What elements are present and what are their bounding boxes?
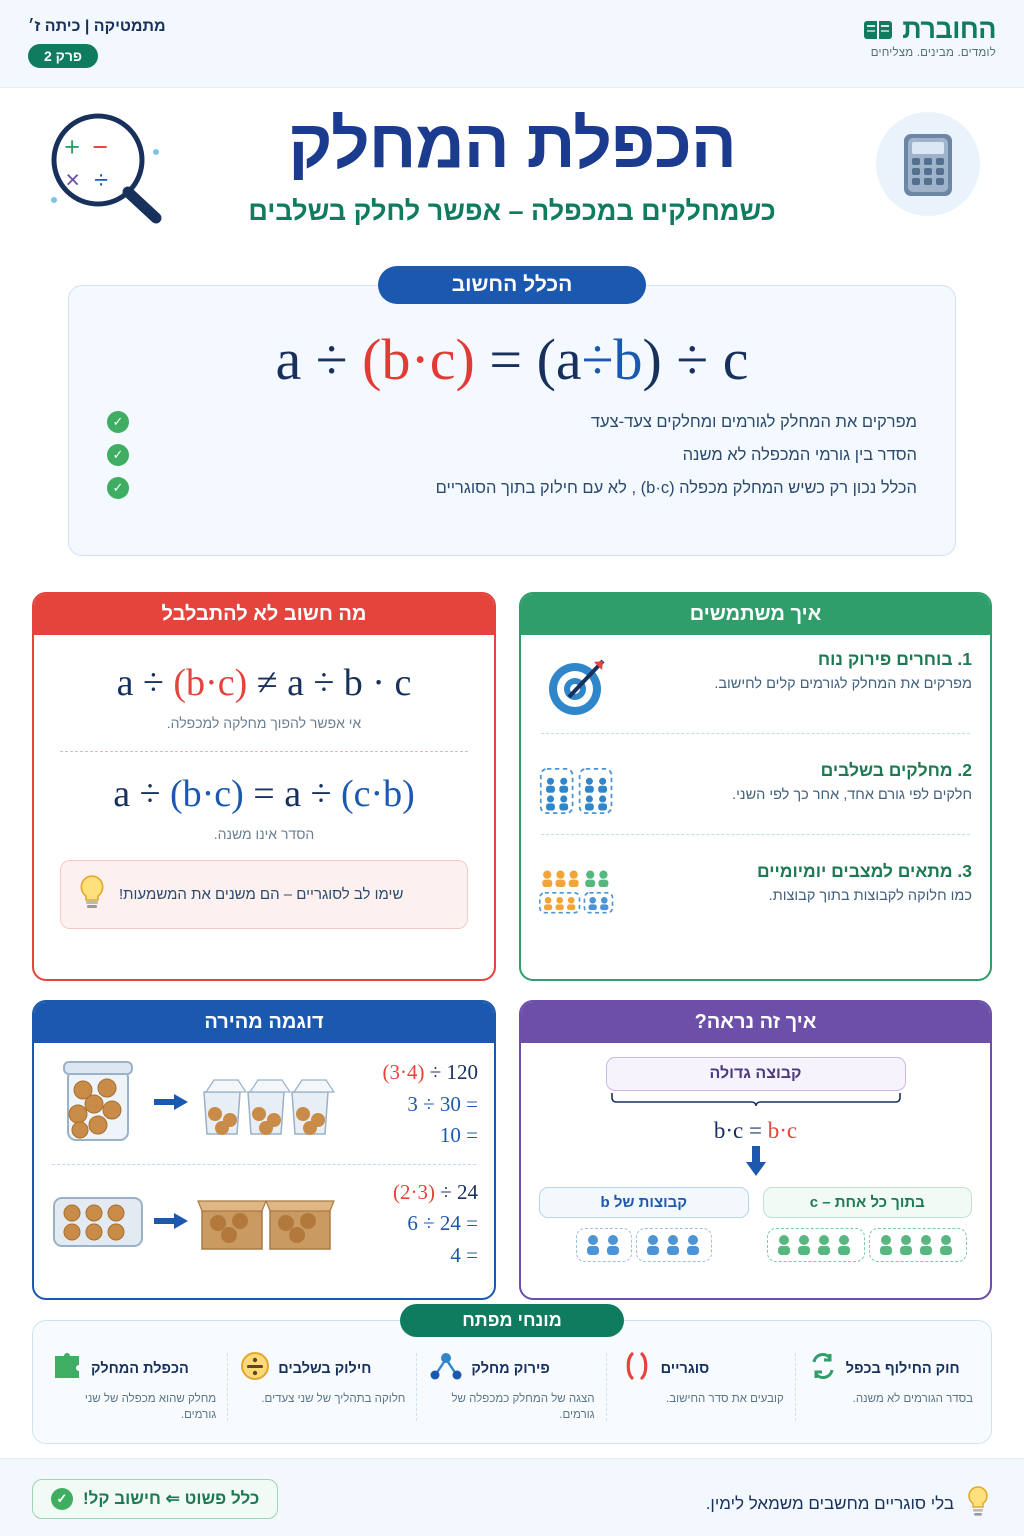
howto-card-header: איך משתמשים <box>521 594 990 635</box>
rule-bullet <box>107 477 917 499</box>
arrow-icon <box>154 1212 188 1235</box>
example-expr-a: 120 ÷ <box>424 1060 478 1084</box>
warning-equation-2: a ÷ (b·c) = a ÷ (c·b) <box>113 773 415 815</box>
howto-item-body: כמו חלוקה לקבוצות בתוך קבוצות. <box>768 888 972 904</box>
formula-c: c <box>429 327 456 392</box>
howto-item-title: 2. מחלקים בשלבים <box>820 760 972 780</box>
howto-item <box>521 847 990 923</box>
example-card-header: דוגמה מהירה <box>34 1002 494 1043</box>
howto-item-title: 1. בוחרים פירוק נוח <box>817 649 972 669</box>
warning-tip-text: שימו לב לסוגריים – הם משנים את המשמעות! <box>119 885 404 903</box>
brace-icon <box>521 1091 990 1112</box>
visual-card <box>519 1000 992 1300</box>
example-row <box>34 1043 494 1152</box>
rule-bullet <box>107 411 917 433</box>
warning-card <box>32 592 496 981</box>
main-formula <box>69 326 955 393</box>
people-group-green <box>767 1228 865 1262</box>
key-term-body: מחלק שהוא מכפלה של שני גורמים. <box>84 1393 217 1422</box>
key-term-title: סוגריים <box>660 1360 710 1377</box>
lightbulb-icon <box>964 1485 992 1522</box>
rule-bullet-text: מפרקים את המחלק לגורמים ומחלקים צעד-צעד <box>590 412 917 431</box>
footer-pill-text: כלל פשוט ⇐ חישוב קל! <box>83 1489 260 1508</box>
magnifier-operations-icon <box>40 108 170 233</box>
key-term-body: חלוקה בתהליך של שני צעדים. <box>261 1393 406 1405</box>
footer-note <box>706 1485 992 1522</box>
key-terms-row <box>33 1337 991 1423</box>
footer <box>0 1458 1024 1536</box>
formula-b2: b <box>613 327 643 392</box>
visual-subgroups <box>521 1181 990 1262</box>
big-group-pill: קבוצה גדולה <box>606 1057 906 1091</box>
example-result: = 4 <box>450 1242 478 1267</box>
example-expr-a: 24 ÷ <box>434 1179 478 1204</box>
visual-right-pill: בתוך כל אחת – c <box>763 1187 973 1218</box>
key-term <box>607 1351 796 1423</box>
formula-close2: ) <box>642 327 662 392</box>
example-step2: = 24 ÷ 6 <box>407 1211 478 1235</box>
key-term-title: פירוק מחלק <box>471 1360 550 1377</box>
visual-left-pill: קבוצות של b <box>539 1187 749 1218</box>
check-icon: ✓ <box>107 444 129 466</box>
visual-eq-left: b·c = <box>713 1118 768 1143</box>
chapter-badge: פרק 2 <box>28 44 98 68</box>
formula-a2: a <box>555 327 582 392</box>
key-terms-header: מונחי מפתח <box>400 1304 624 1337</box>
key-term-title: הכפלת המחלק <box>90 1360 189 1377</box>
example-result: = 10 <box>439 1123 478 1147</box>
formula-div2: ÷ <box>581 327 614 392</box>
formula-open2: ( <box>536 327 556 392</box>
svg-text:×: × <box>65 166 80 194</box>
howto-item-body: מפרקים את המחלק לגורמים קלים לחישוב. <box>714 676 972 692</box>
example-card <box>32 1000 496 1300</box>
brand-tagline: לומדים. מבינים. מצליחים <box>870 47 996 59</box>
visual-eq-right: b·c <box>767 1118 798 1143</box>
cookie-boxes-icon <box>196 1185 336 1262</box>
warning-tip-box <box>60 860 468 929</box>
example-math <box>346 1177 478 1272</box>
rule-bullet-text: הכלל נכון רק כשיש המחלק מכפלה (b·c) , לא עם חילוק בתוך הסוגריים <box>435 478 917 497</box>
example-expr-b: (3·2) <box>392 1179 435 1204</box>
course-label: מתמטיקה | כיתה ז׳ <box>28 18 166 35</box>
rule-bullet-text: הסדר בין גורמי המכפלה לא משנה <box>682 445 917 464</box>
key-terms-card <box>32 1310 992 1444</box>
down-arrow-icon <box>521 1146 990 1181</box>
rule-card-header: הכלל החשוב <box>378 266 646 304</box>
key-term <box>796 1351 985 1423</box>
warning-equation-1: a ÷ (b·c) ≠ a ÷ b · c <box>116 662 412 704</box>
formula-c2: c <box>722 327 749 392</box>
rule-card <box>68 273 956 556</box>
check-icon: ✓ <box>51 1488 73 1510</box>
cookie-tray-icon <box>50 1188 146 1259</box>
svg-text:÷: ÷ <box>94 166 108 194</box>
howto-card <box>519 592 992 981</box>
formula-close1: ) <box>455 327 475 392</box>
divider <box>60 751 468 752</box>
divider <box>52 1164 476 1165</box>
brand <box>863 14 996 59</box>
footer-note-text: בלי סוגריים מחשבים משמאל לימין. <box>705 1493 954 1513</box>
key-term-body: הצגה של המחלק כמכפלה של גורמים. <box>451 1393 595 1422</box>
book-icon <box>863 18 893 42</box>
visual-card-header: איך זה נראה? <box>521 1002 990 1043</box>
example-expr-b: (4·3) <box>382 1060 425 1084</box>
key-term-title: חוק החילוף בכפל <box>845 1360 960 1377</box>
arrow-icon <box>154 1093 188 1116</box>
lightbulb-icon <box>75 873 109 916</box>
example-row <box>34 1177 494 1272</box>
formula-open1: ( <box>362 327 382 392</box>
divider <box>541 733 970 734</box>
groups-icon <box>539 760 615 822</box>
formula-eq: = <box>489 327 523 392</box>
divider <box>541 834 970 835</box>
warning-card-header: מה חשוב לא להתבלבל <box>34 594 494 635</box>
formula-div3: ÷ <box>676 327 709 392</box>
factor-tree-icon <box>429 1351 463 1386</box>
example-step2: = 30 ÷ 3 <box>407 1091 478 1116</box>
divide-icon <box>240 1351 270 1386</box>
key-term <box>39 1351 228 1423</box>
top-bar <box>0 0 1024 88</box>
footer-pill <box>32 1479 278 1519</box>
key-term-title: חילוק בשלבים <box>278 1360 372 1377</box>
key-term-body: בסדר הגורמים לא משנה. <box>852 1393 973 1405</box>
svg-text:−: − <box>92 132 108 162</box>
commute-arrows-icon <box>808 1351 838 1386</box>
rule-bullets <box>69 411 955 499</box>
meta-block <box>28 18 166 68</box>
title-area <box>0 88 1024 278</box>
check-icon: ✓ <box>107 477 129 499</box>
people-group-blue <box>576 1228 632 1262</box>
puzzle-icon <box>51 1351 83 1386</box>
check-icon: ✓ <box>107 411 129 433</box>
people-icon <box>539 861 615 923</box>
svg-text:+: + <box>64 132 80 162</box>
people-group-blue <box>636 1228 712 1262</box>
formula-div1: ÷ <box>315 327 348 392</box>
page-subtitle: כשמחלקים במכפלה – אפשר לחלק בשלבים <box>248 196 776 226</box>
key-term-body: קובעים את סדר החישוב. <box>666 1393 784 1405</box>
key-term <box>228 1351 417 1423</box>
howto-item-body: חלקים לפי גורם אחד, אחר כך לפי השני. <box>732 787 972 803</box>
formula-a1: a <box>275 327 302 392</box>
howto-item <box>521 635 990 721</box>
example-math <box>346 1057 478 1152</box>
howto-item <box>521 746 990 822</box>
target-icon <box>539 649 615 721</box>
page-title: הכפלת המחלק <box>288 106 736 182</box>
people-group-green <box>869 1228 967 1262</box>
cookie-bags-icon <box>196 1064 336 1145</box>
cookie-jar-icon <box>50 1060 146 1149</box>
calculator-icon <box>874 110 982 223</box>
visual-equation <box>521 1118 990 1144</box>
key-term <box>417 1351 606 1423</box>
howto-item-title: 3. מתאים למצבים יומיומיים <box>756 861 972 881</box>
formula-b: b <box>381 327 411 392</box>
warning-note-2: הסדר אינו משנה. <box>213 826 315 842</box>
formula-dot: · <box>410 327 430 392</box>
warning-note-1: אי אפשר להפוך מחלקה למכפלה. <box>166 715 362 731</box>
brand-name: החוברת <box>902 14 996 44</box>
rule-bullet <box>107 444 917 466</box>
parentheses-icon <box>619 1351 653 1386</box>
